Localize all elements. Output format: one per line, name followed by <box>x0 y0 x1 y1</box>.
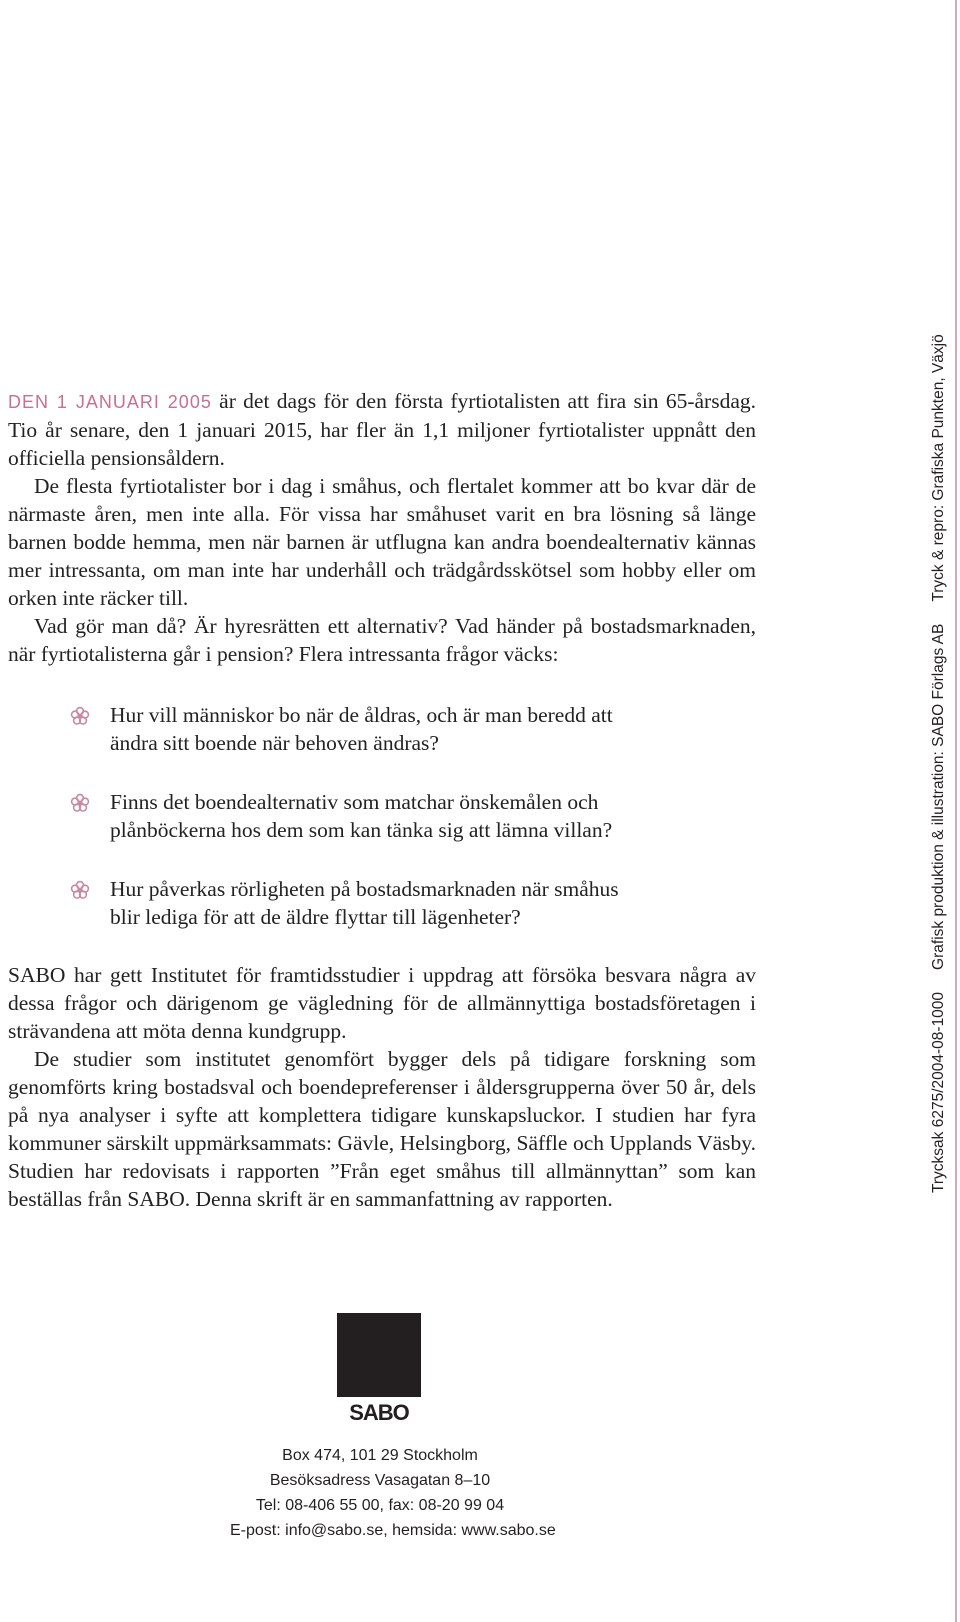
flower-bullet-icon <box>70 880 90 900</box>
intro-paragraph-2: De flesta fyrtiotalister bor i dag i småhus, och flertalet kommer att bo kvar där de närmaste åren, men inte alla. För vissa har småhuset varit en bra lösning så länge barnen bodde hemma, men när barnen är utflugna kan andra boendealternativ kännas mer intressanta, om man inte har underhåll och trädgårdsskötsel som hobby eller om orken inte räcker till. <box>8 474 756 610</box>
logo-square <box>337 1313 421 1397</box>
address-line: Besöksadress Vasagatan 8–10 <box>269 1472 491 1489</box>
summary-paragraph-2: De studier som institutet genomfört bygger dels på tidigare forskning som genomförts kring bostadsval och boendepreferenser i åldersgrupperna över 50 år, dels på nya analyser i syfte att komplettera tidigare kunskapsluckor. I studien har fyra kommuner särskilt uppmärksammats: Gävle, Helsingborg, Säffle och Upplands Väsby. Studien har redovisats i rapporten ”Från eget småhus till allmännyttan” som kan beställas från SABO. Denna skrift är en sammanfattning av rapporten. <box>8 1047 756 1211</box>
question-text: Hur vill människor bo när de åldras, och är man beredd att ändra sitt boende när behoven ändras? <box>110 703 613 755</box>
question-text: Finns det boendealternativ som matchar önskemålen och plånböckerna hos dem som kan tänka sig att lämna villan? <box>110 790 613 842</box>
colophon-item: Trycksak 6275/2004-08-1000 <box>930 991 947 1193</box>
address-line: Box 474, 101 29 Stockholm <box>282 1447 478 1464</box>
list-item <box>8 701 628 757</box>
intro-paragraph-3: Vad gör man då? Är hyresrätten ett alternativ? Vad händer på bostadsmarknaden, när fyrtiotalisterna går i pension? Flera intressanta frågor väcks: <box>8 614 756 666</box>
colophon <box>929 334 949 1193</box>
body-text <box>8 387 756 1213</box>
flower-bullet-icon <box>70 706 90 726</box>
question-text: Hur påverkas rörligheten på bostadsmarknaden när småhus blir lediga för att de äldre flyttar till lägenheter? <box>110 877 619 929</box>
page-edge-rule <box>955 0 957 1622</box>
flower-bullet-icon <box>70 793 90 813</box>
question-list <box>8 701 628 931</box>
email-line: E-post: info@sabo.se, hemsida: www.sabo.se <box>230 1522 556 1539</box>
list-item <box>8 788 628 844</box>
lead-in: DEN 1 JANUARI 2005 <box>8 392 212 412</box>
sabo-logo <box>336 1313 422 1425</box>
contact-address <box>230 1443 556 1543</box>
intro-text-1: är det dags för den första fyrtiotalisten att fira sin 65-årsdag. Tio år senare, den 1 januari 2015, har fler än 1,1 miljoner fyrtiotalister uppnått den officiella pensionsåldern. <box>8 389 757 470</box>
logo-wordmark: SABO <box>349 1400 409 1425</box>
summary-paragraph-1: SABO har gett Institutet för framtidsstudier i uppdrag att försöka besvara några av dessa frågor och därigenom ge vägledning för de allmännyttiga bostadsföretagen i strävandena att möta denna kundgrupp. <box>8 963 756 1043</box>
colophon-item: Grafisk produktion & illustration: SABO Förlags AB <box>930 623 947 970</box>
intro-paragraph-1 <box>8 387 756 472</box>
list-item <box>8 875 628 931</box>
phone-line: Tel: 08-406 55 00, fax: 08-20 99 04 <box>255 1497 505 1514</box>
colophon-item: Tryck & repro: Grafiska Punkten, Växjö <box>930 334 947 602</box>
